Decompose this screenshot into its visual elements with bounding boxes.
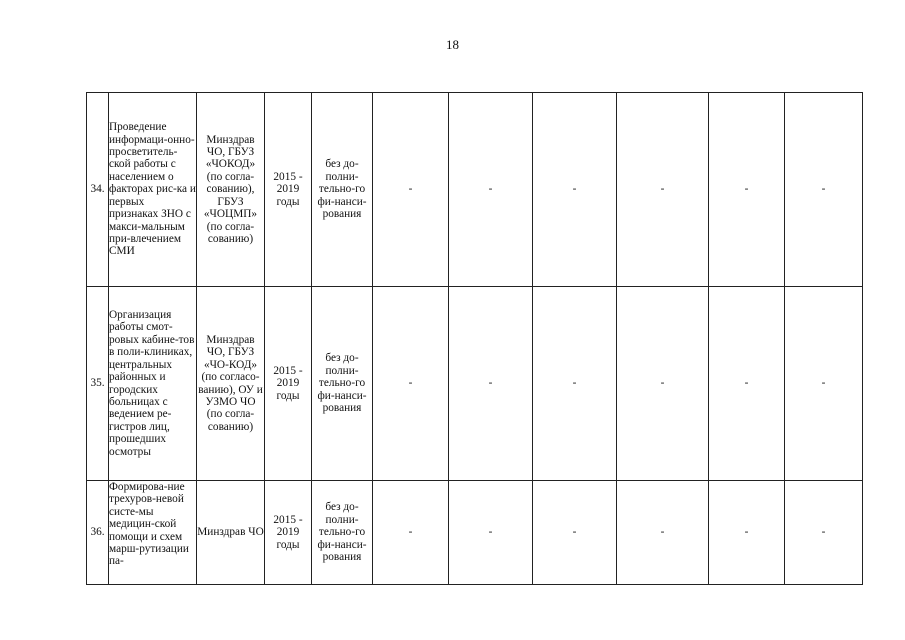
measure-name: Организация работы смот-ровых кабине-тов в поли-клиниках, центральных районных и городских больницах с ведением ре-гистров лиц, прошедших осмотры xyxy=(109,287,197,481)
funding-source: без до-полни-тельно-го фи-нанси-рования xyxy=(312,93,373,287)
value-cell: - xyxy=(449,287,533,481)
value-cell: - xyxy=(617,93,709,287)
row-number: 34. xyxy=(87,93,109,287)
table-row xyxy=(87,481,863,585)
value-cell: - xyxy=(373,481,449,585)
measures-table xyxy=(86,92,863,585)
value-cell: - xyxy=(709,93,785,287)
funding-source: без до-полни-тельно-го фи-нанси-рования xyxy=(312,287,373,481)
period: 2015 - 2019 годы xyxy=(265,287,312,481)
period: 2015 - 2019 годы xyxy=(265,481,312,585)
value-cell: - xyxy=(449,93,533,287)
value-cell: - xyxy=(785,287,863,481)
value-cell: - xyxy=(709,287,785,481)
value-cell: - xyxy=(373,93,449,287)
measure-name: Формирова-ние трехуров-невой систе-мы медицин-ской помощи и схем марш-рутизации па- xyxy=(109,481,197,585)
value-cell: - xyxy=(373,287,449,481)
value-cell: - xyxy=(709,481,785,585)
value-cell: - xyxy=(533,93,617,287)
value-cell: - xyxy=(617,481,709,585)
value-cell: - xyxy=(785,481,863,585)
executor: Минздрав ЧО, ГБУЗ «ЧОКОД» (по согла-сованию), ГБУЗ «ЧОЦМП» (по согла-сованию) xyxy=(197,93,265,287)
executor: Минздрав ЧО xyxy=(197,481,265,585)
table-row xyxy=(87,93,863,287)
executor: Минздрав ЧО, ГБУЗ «ЧО-КОД» (по согласо-ванию), ОУ и УЗМО ЧО (по согла-сованию) xyxy=(197,287,265,481)
value-cell: - xyxy=(533,287,617,481)
value-cell: - xyxy=(533,481,617,585)
value-cell: - xyxy=(449,481,533,585)
row-number: 36. xyxy=(87,481,109,585)
value-cell: - xyxy=(617,287,709,481)
funding-source: без до-полни-тельно-го фи-нанси-рования xyxy=(312,481,373,585)
page-number: 18 xyxy=(446,37,459,52)
row-number: 35. xyxy=(87,287,109,481)
table-row xyxy=(87,287,863,481)
period: 2015 - 2019 годы xyxy=(265,93,312,287)
measure-name: Проведение информаци-онно-просветитель-ской работы с населением о факторах рис-ка и первых признаках ЗНО с макси-мальным при-влечением СМИ xyxy=(109,93,197,287)
value-cell: - xyxy=(785,93,863,287)
